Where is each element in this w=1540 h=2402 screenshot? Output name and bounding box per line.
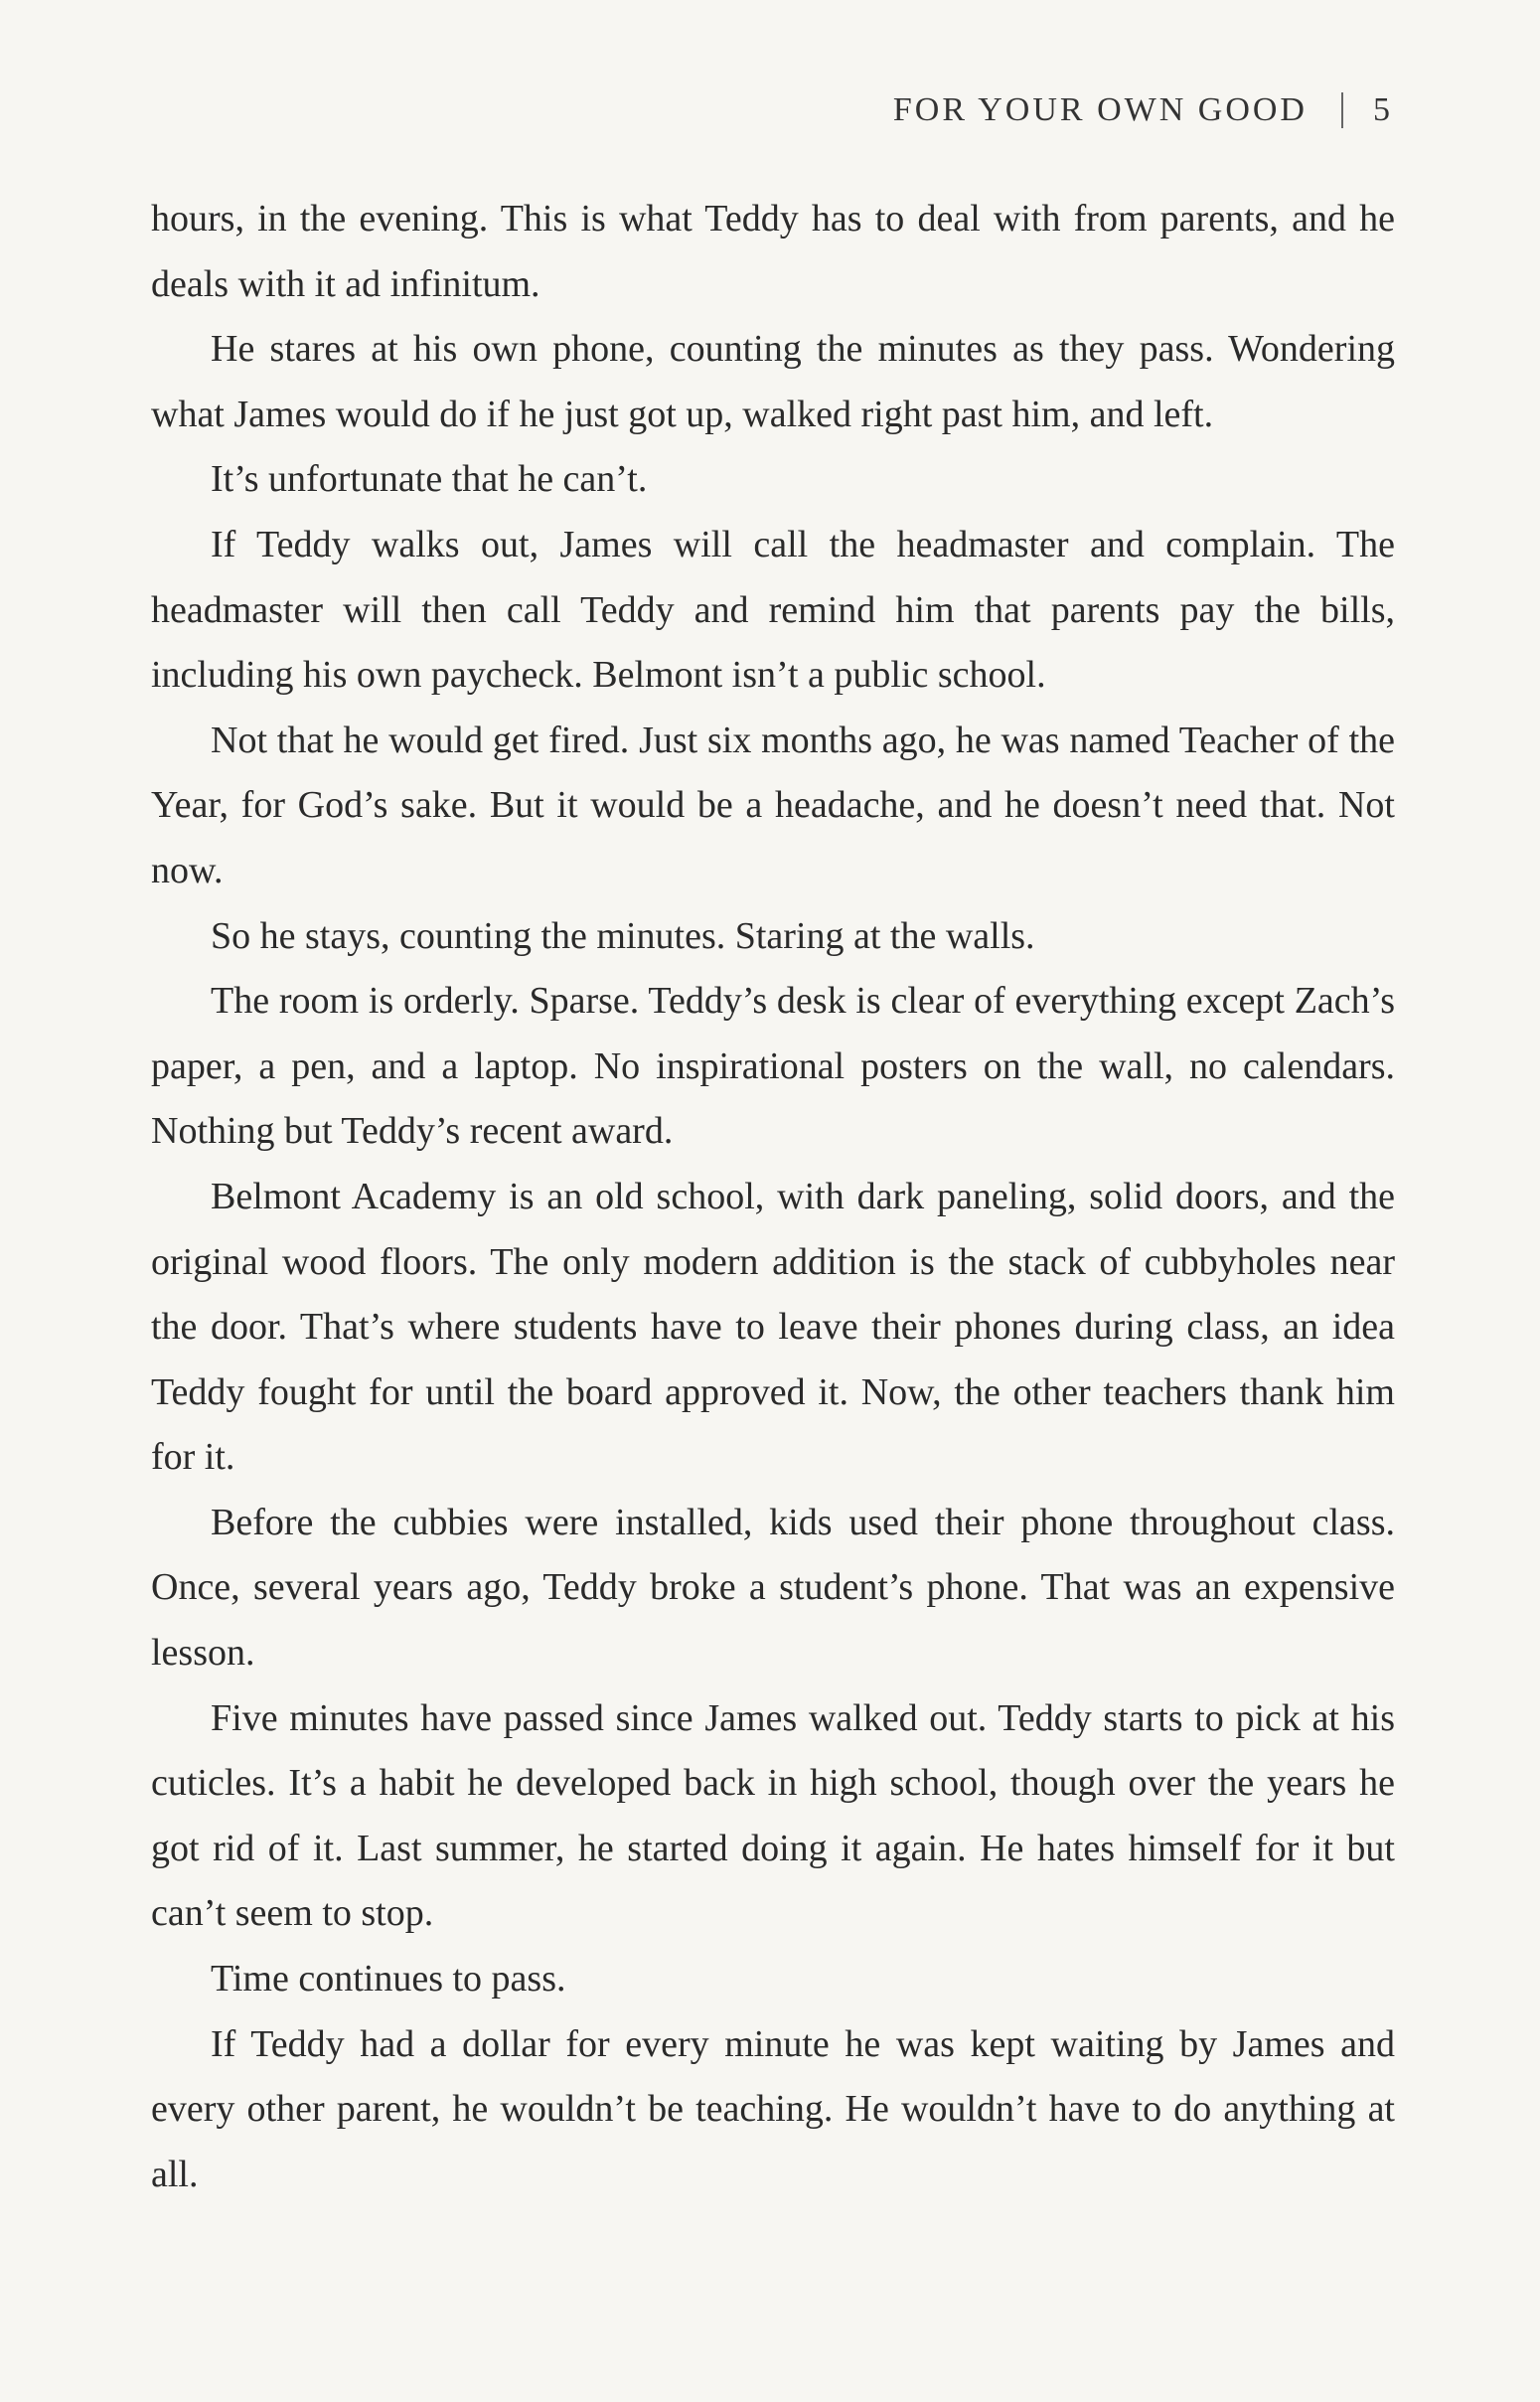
paragraph: Before the cubbies were installed, kids used their phone throughout class. Once, several years ago, Teddy broke a student’s phone. That was an expensive lesson. <box>151 1501 1395 1675</box>
paragraph: The room is orderly. Sparse. Teddy’s desk is clear of everything except Zach’s paper, a pen, and a laptop. No inspirational posters on the wall, no calendars. Nothing but Teddy’s recent award. <box>151 980 1395 1153</box>
running-head <box>893 91 1393 129</box>
running-head-separator <box>1341 92 1343 128</box>
body-text <box>151 187 1395 2207</box>
paragraph: If Teddy had a dollar for every minute he was kept waiting by James and every other parent, he wouldn’t be teaching. He wouldn’t have to do anything at all. <box>151 2022 1395 2195</box>
paragraph: He stares at his own phone, counting the minutes as they pass. Wondering what James would do if he just got up, walked right past him, and left. <box>151 328 1395 435</box>
paragraph: Belmont Academy is an old school, with dark paneling, solid doors, and the original wood floors. The only modern addition is the stack of cubbyholes near the door. That’s where students have to leave their phones during class, an idea Teddy fought for until the board approved it. Now, the other teachers thank him for it. <box>151 1175 1395 1479</box>
paragraph: So he stays, counting the minutes. Staring at the walls. <box>211 914 1035 957</box>
paragraph: It’s unfortunate that he can’t. <box>211 458 648 501</box>
paragraph: Five minutes have passed since James walked out. Teddy starts to pick at his cuticles. It’s a habit he developed back in high school, though over the years he got rid of it. Last summer, he started doing it again. He hates himself for it but can’t seem to stop. <box>151 1696 1395 1935</box>
paragraph: hours, in the evening. This is what Teddy has to deal with from parents, and he deals with it ad infinitum. <box>151 198 1395 305</box>
page-number: 5 <box>1373 91 1393 128</box>
paragraph: Not that he would get fired. Just six months ago, he was named Teacher of the Year, for God’s sake. But it would be a headache, and he doesn’t need that. Not now. <box>151 719 1395 891</box>
running-head-title: FOR YOUR OWN GOOD <box>892 91 1308 128</box>
paragraph: Time continues to pass. <box>211 1958 566 2001</box>
paragraph: If Teddy walks out, James will call the headmaster and complain. The headmaster will then call Teddy and remind him that parents pay the bills, including his own paycheck. Belmont isn’t a public school. <box>151 523 1395 697</box>
